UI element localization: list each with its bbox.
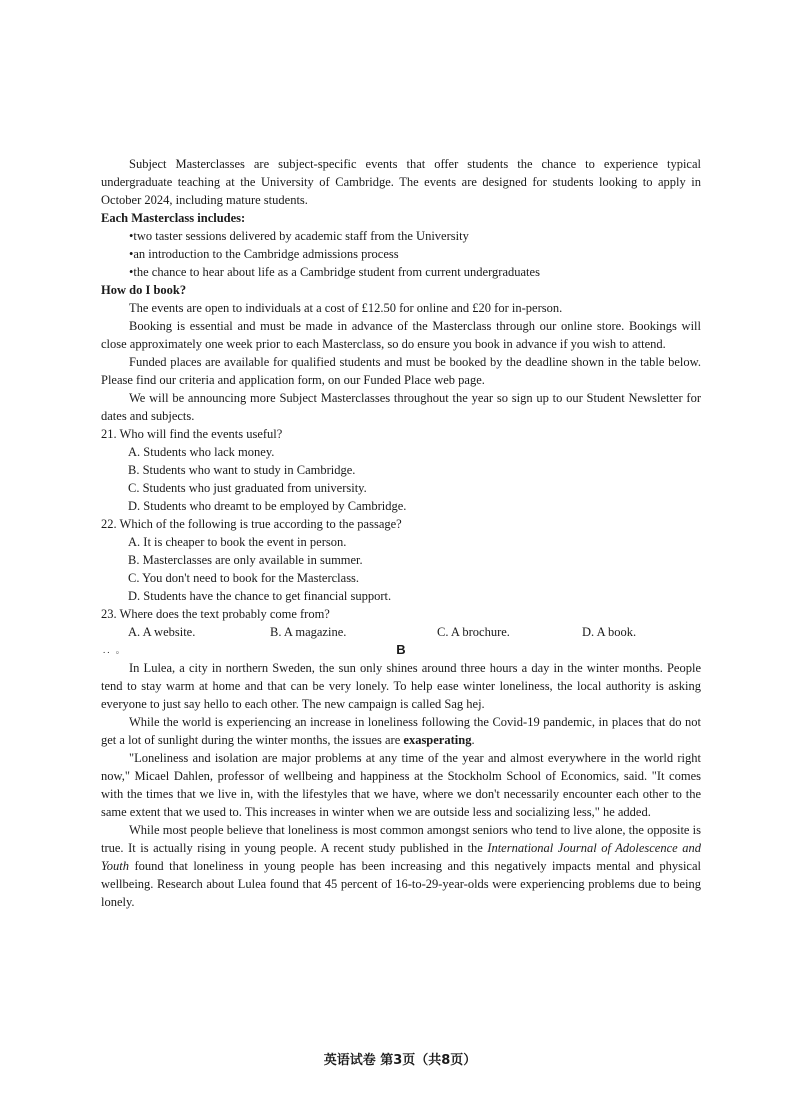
journal-title: International Journal of Adolescence and Youth bbox=[101, 841, 701, 873]
passage-a-paragraph: Booking is essential and must be made in advance of the Masterclass through our online store. Bookings will close approximately one week prior to each Masterclass, so do ensure you book in advance if you wish to attend. bbox=[101, 319, 701, 351]
question-stem: 23. Where does the text probably come from? bbox=[101, 607, 330, 621]
passage-a-paragraph: We will be announcing more Subject Masterclasses throughout the year so sign up to our Student Newsletter for dates and subjects. bbox=[101, 391, 701, 423]
question-21 bbox=[101, 425, 701, 515]
answer-option: C. You don't need to book for the Masterclass. bbox=[128, 571, 360, 585]
passage-b-paragraph bbox=[101, 713, 701, 749]
passage-b-paragraph: "Loneliness and isolation are major problems at any time of the year and almost everywhere in the world right now," Micael Dahlen, professor of wellbeing and happiness at the Stockholm School of Economics, said. "It comes with the times that we live in, with the lifestyles that we have, where we don't necessarily encounter each other to the same extent that we used to. This increases in winter when we are outside less and socializing less," he added. bbox=[101, 751, 701, 819]
section-letter: B bbox=[396, 642, 406, 657]
question-stem: 21. Who will find the events useful? bbox=[101, 427, 283, 441]
passage-a-paragraph: Funded places are available for qualified students and must be booked by the deadline shown in the table below. Please find our criteria and application form, on our Funded Place web page. bbox=[101, 355, 701, 387]
page-content bbox=[101, 155, 701, 911]
highlighted-word: exasperating bbox=[403, 733, 472, 747]
answer-option: B. Students who want to study in Cambridge. bbox=[128, 463, 356, 477]
question-23 bbox=[101, 605, 701, 641]
passage-a-paragraph: The events are open to individuals at a cost of £12.50 for online and £20 for in-person. bbox=[129, 301, 563, 315]
answer-option: C. A brochure. bbox=[437, 625, 510, 639]
answer-option: A. It is cheaper to book the event in person. bbox=[128, 535, 347, 549]
paragraph-text: found that loneliness in young people has been increasing and this negatively impacts mental and physical wellbeing. Research about Lulea found that 45 percent of 16-to-29-year-olds were experiencing problems due to being lonely. bbox=[101, 859, 701, 909]
question-22 bbox=[101, 515, 701, 605]
answer-option: D. A book. bbox=[582, 625, 637, 639]
bullet-item: •two taster sessions delivered by academic staff from the University bbox=[129, 229, 469, 243]
answer-option: D. Students have the chance to get financial support. bbox=[128, 589, 392, 603]
includes-heading: Each Masterclass includes: bbox=[101, 211, 246, 225]
answer-option: A. Students who lack money. bbox=[128, 445, 275, 459]
answer-option: B. A magazine. bbox=[270, 625, 347, 639]
paragraph-text: . bbox=[471, 733, 475, 747]
page-footer: 英语试卷 第3页（共8页） bbox=[323, 1053, 477, 1068]
answer-option-row bbox=[101, 623, 701, 641]
bullet-item: •an introduction to the Cambridge admissions process bbox=[129, 247, 399, 261]
paragraph-text: While the world is experiencing an increase in loneliness following the Covid-19 pandemic, in places that do not get a lot of sunlight during the winter months, the issues are bbox=[101, 715, 701, 747]
answer-option: D. Students who dreamt to be employed by Cambridge. bbox=[128, 499, 407, 513]
answer-option: B. Masterclasses are only available in summer. bbox=[128, 553, 363, 567]
passage-b-paragraph bbox=[101, 821, 701, 911]
passage-b-paragraph: In Lulea, a city in northern Sweden, the sun only shines around three hours a day in the winter months. People tend to stay warm at home and that can be very lonely. To help ease winter loneliness, the local authority is asking everyone to just say hello to each other. The new campaign is called Sag hej. bbox=[101, 661, 701, 711]
answer-option: C. Students who just graduated from university. bbox=[128, 481, 367, 495]
passage-a-intro: Subject Masterclasses are subject-specific events that offer students the chance to experience typical undergraduate teaching at the University of Cambridge. The events are designed for students looking to apply in October 2024, including mature students. bbox=[101, 157, 701, 207]
bullet-item: •the chance to hear about life as a Cambridge student from current undergraduates bbox=[129, 265, 540, 279]
book-heading: How do I book? bbox=[101, 283, 187, 297]
section-b-header bbox=[101, 641, 701, 659]
question-stem: 22. Which of the following is true according to the passage? bbox=[101, 517, 402, 531]
paragraph-text: While most people believe that loneliness is most common amongst seniors who tend to live alone, the opposite is true. It is actually rising in young people. A recent study published in the bbox=[101, 823, 701, 855]
section-marker: .. 。 bbox=[103, 645, 127, 655]
answer-option: A. A website. bbox=[128, 625, 196, 639]
